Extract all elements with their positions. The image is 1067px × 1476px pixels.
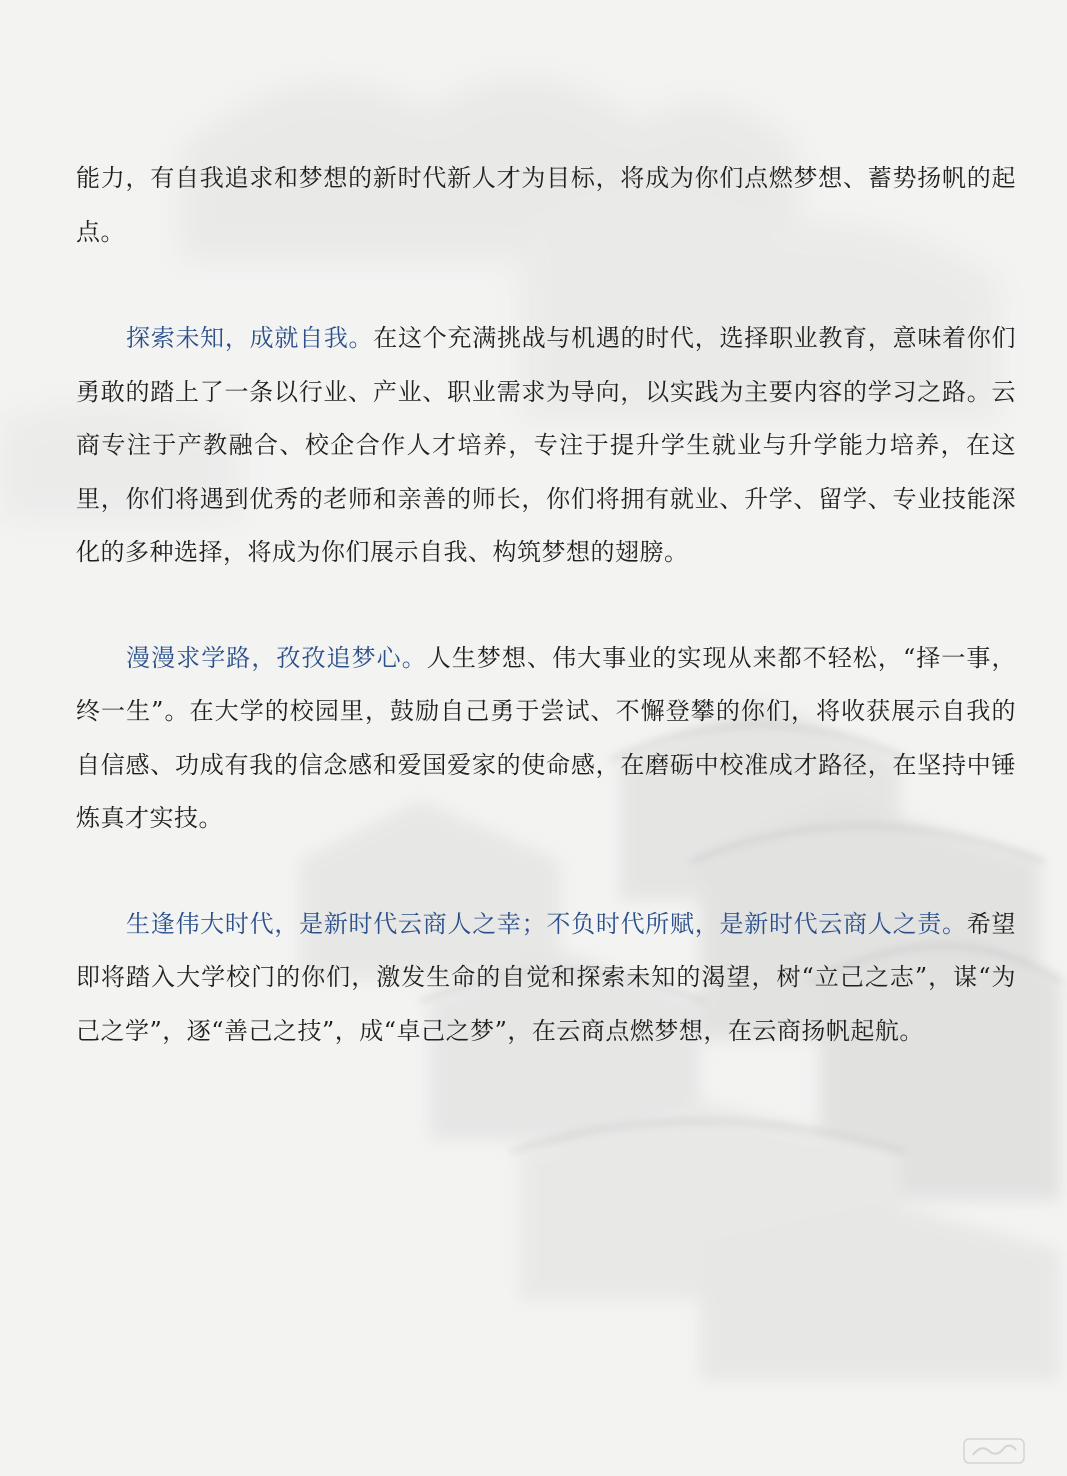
paragraph-2-text: 在这个充满挑战与机遇的时代，选择职业教育，意味着你们勇敢的踏上了一条以行业、产业、职业需求为导向，以实践为主要内容的学习之路。云商专注于产教融合、校企合作人才培养，专注于提升学生就业与升学能力培养，在这里，你们将遇到优秀的老师和亲善的师长，你们将拥有就业、升学、留学、专业技能深化的多种选择，将成为你们展示自我、构筑梦想的翅膀。: [76, 324, 1017, 566]
article-body: [76, 152, 1016, 1058]
paragraph-2: [76, 312, 1016, 580]
paragraph-4-text: 希望即将踏入大学校门的你们，激发生命的自觉和探索未知的渴望，树“立己之志”，谋“为己之学”，逐“善己之技”，成“卓己之梦”，在云商点燃梦想，在云商扬帆起航。: [76, 909, 1017, 1045]
paragraph-1-text: 能力，有自我追求和梦想的新时代新人才为目标，将成为你们点燃梦想、蓄势扬帆的起点。: [76, 164, 1016, 246]
paragraph-4: [76, 898, 1016, 1059]
paragraph-3-text: 人生梦想、伟大事业的实现从来都不轻松，“择一事，终一生”。在大学的校园里，鼓励自己勇于尝试、不懈登攀的你们，将收获展示自我的自信感、功成有我的信念感和爱国爱家的使命感，在磨砺中校准成才路径，在坚持中锤炼真才实技。: [76, 643, 1016, 832]
paragraph-1: [76, 152, 1016, 259]
paragraph-3-heading: 漫漫求学路，孜孜追梦心。: [126, 643, 427, 672]
watermark-logo: [963, 1438, 1025, 1464]
paragraph-3: [76, 632, 1016, 846]
paragraph-2-heading: 探索未知，成就自我。: [126, 324, 374, 352]
paragraph-4-heading: 生逢伟大时代，是新时代云商人之幸；不负时代所赋，是新时代云商人之责。: [126, 909, 967, 938]
